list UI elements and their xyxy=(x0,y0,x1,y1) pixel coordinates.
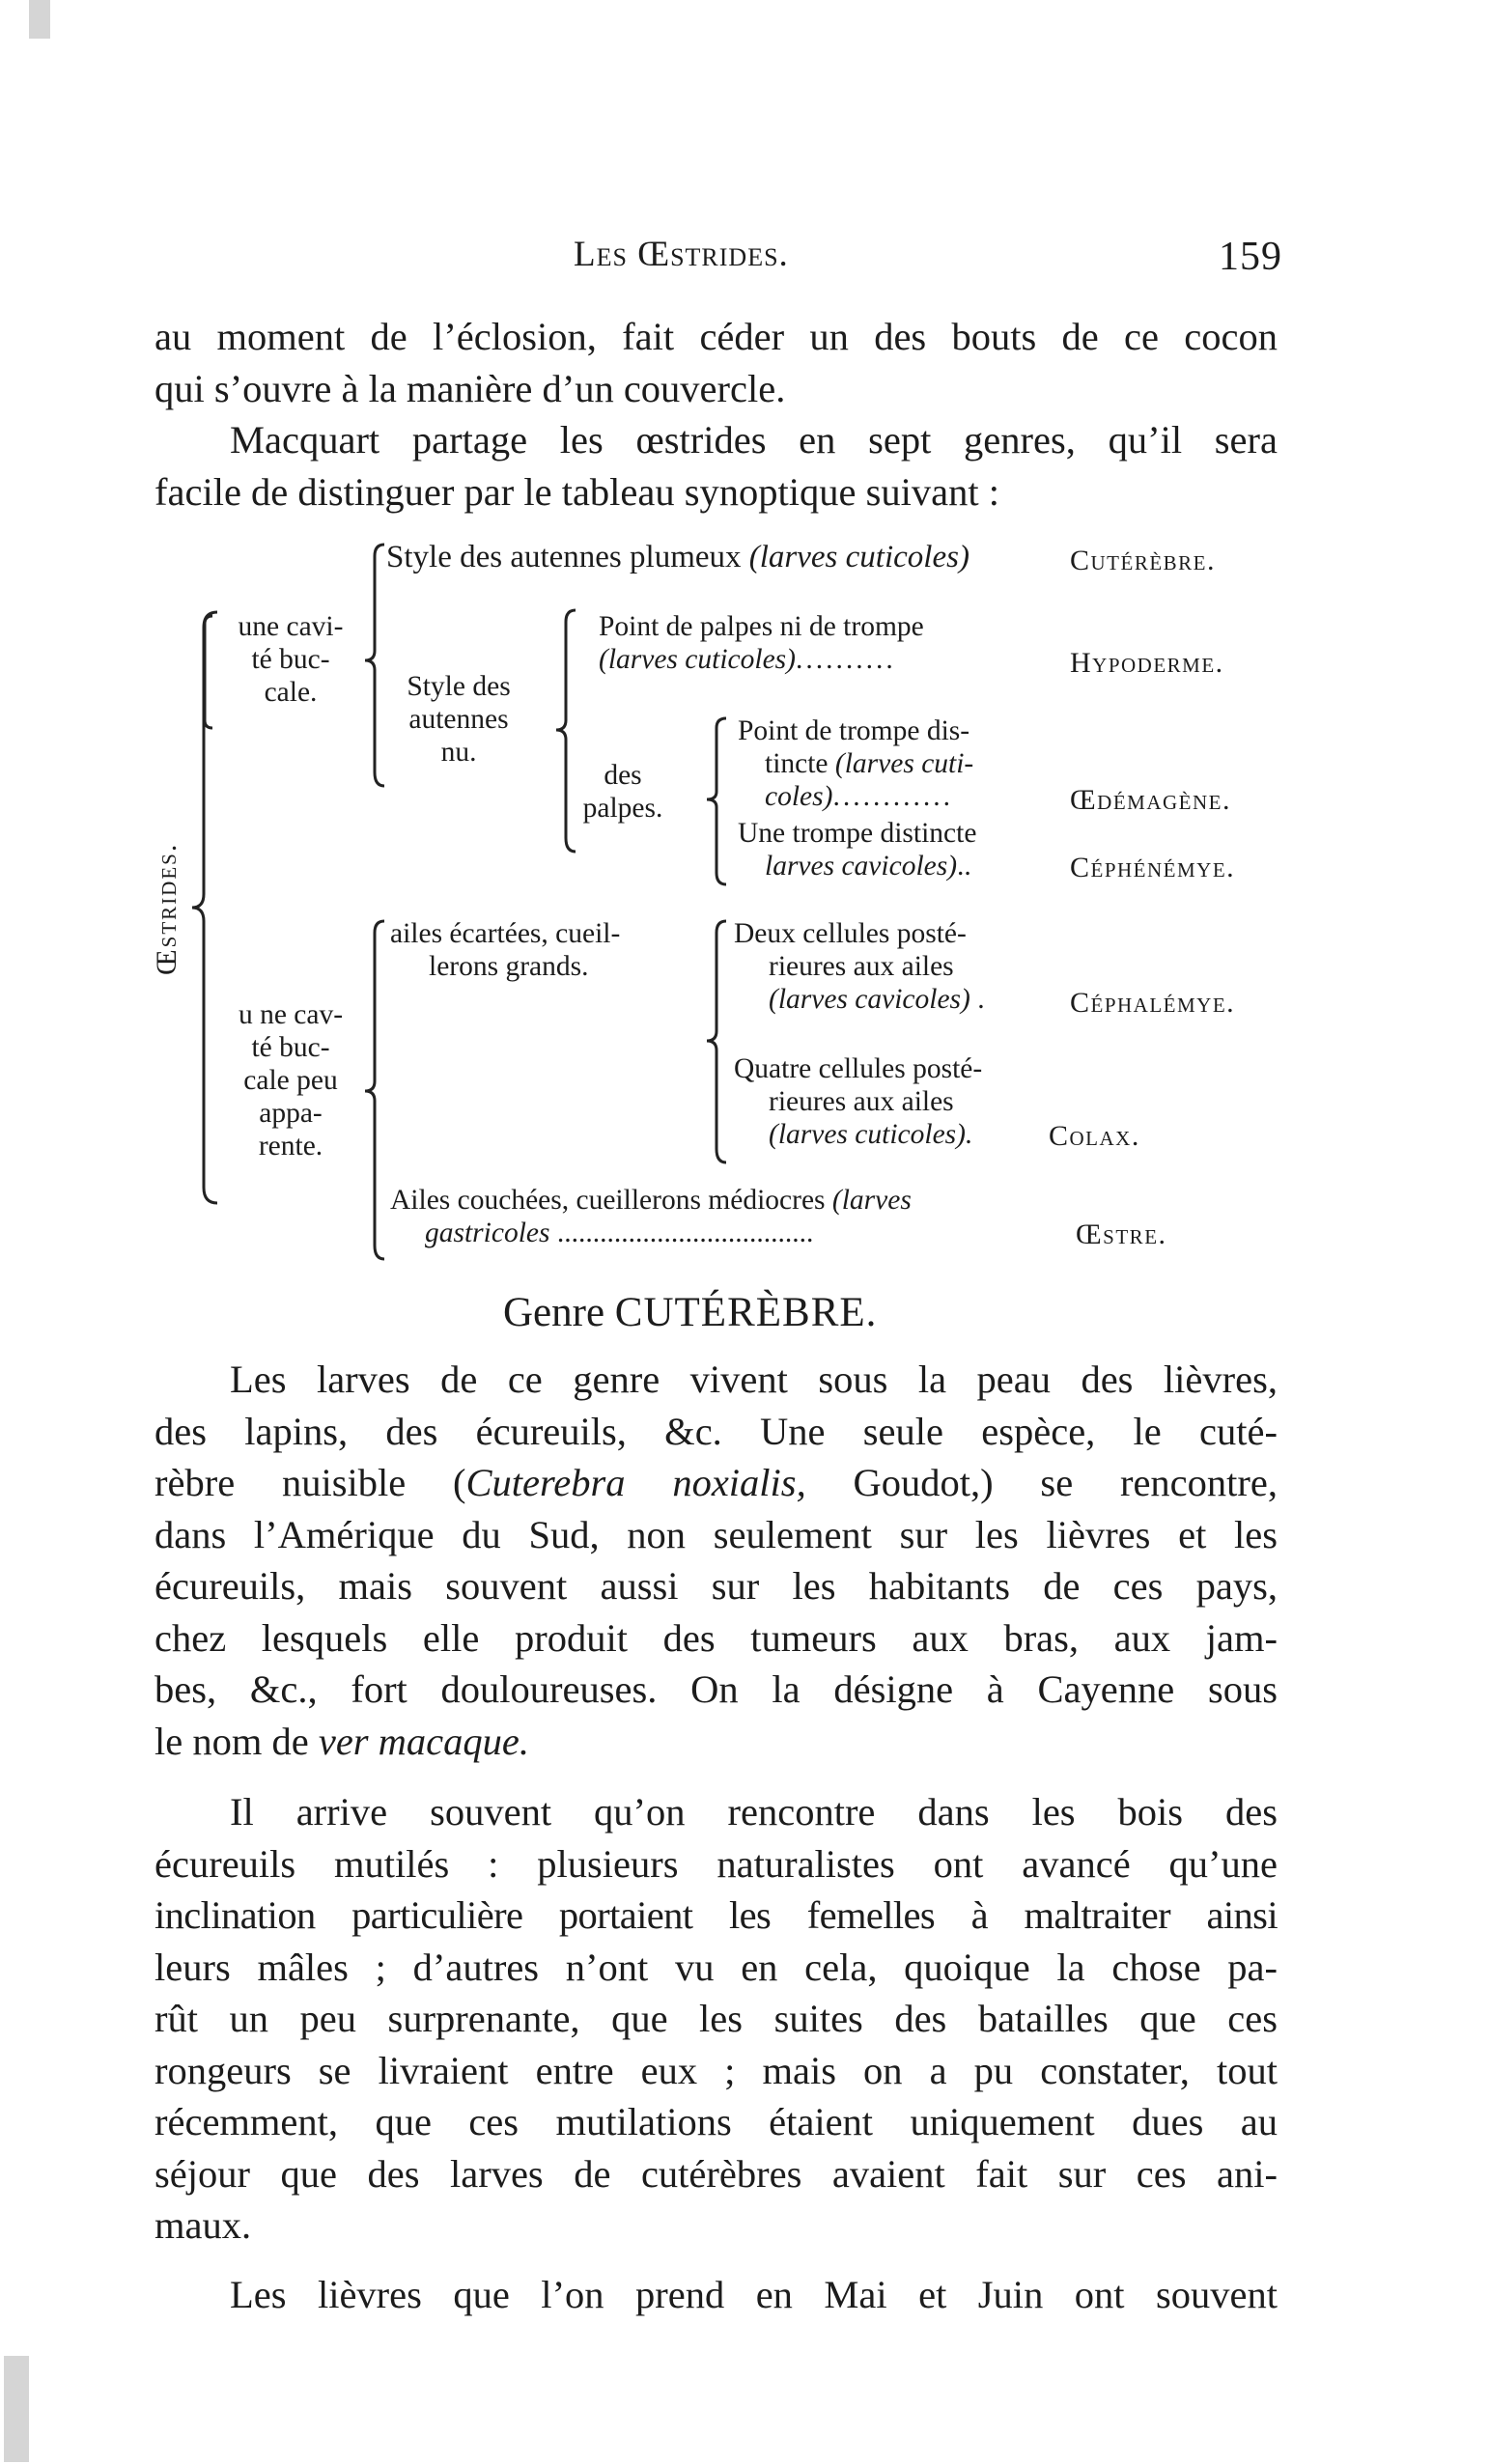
running-title: Les Œstrides. xyxy=(574,235,789,274)
ailes-couchees-row: Ailes couchées, cueillerons médiocres (larves gastricoles .................................... xyxy=(390,1185,912,1248)
text-line: leurs mâles ; d’autres n’ont vu en cela, quoique la chose pa- xyxy=(155,1945,1278,1989)
une-trompe-row: Une trompe distincte larves cavicoles).. xyxy=(738,818,977,882)
text-line: rongeurs se livraient entre eux ; mais on a pu constater, tout xyxy=(155,2048,1278,2092)
ailes-ecartees-label: ailes écartées, cueil- lerons grands. xyxy=(390,918,621,982)
genus-oedemagene: Œdémagène. xyxy=(1070,784,1231,816)
cavite-peu-label: u ne cav- té buc- cale peu appa- rente. xyxy=(238,999,344,1162)
text-line: qui s’ouvre à la manière d’un couvercle. xyxy=(155,366,786,410)
style-nu-label: Style des autennes nu. xyxy=(407,671,511,768)
style-plumeux-row: Style des autennes plumeux (larves cuticoles) xyxy=(386,540,969,574)
text-line: dans l’Amérique du Sud, non seulement sur les lièvres et les xyxy=(155,1512,1278,1556)
cavite-buccale-label: une cavi- té buc- cale. xyxy=(238,611,344,708)
text-line: rût un peu surprenante, que les suites des batailles que ces xyxy=(155,1997,1278,2040)
paragraph-lievres xyxy=(155,2269,1278,2321)
genus-cuterebre: Cutérèbre. xyxy=(1070,545,1217,576)
text-line: bes, &c., fort douloureuses. On la désigne à Cayenne sous xyxy=(155,1667,1278,1711)
genus-cephalemye: Céphalémye. xyxy=(1070,987,1236,1019)
text-line: écureuils mutilés : plusieurs naturalistes ont avancé qu’une xyxy=(155,1841,1278,1886)
text-line: Les lièvres que l’on prend en Mai et Juin ont souvent xyxy=(230,2273,1278,2316)
trompe-distincte-row: Point de trompe dis- tincte (larves cuti- coles)............ xyxy=(738,715,974,812)
page-number: 159 xyxy=(1219,235,1282,279)
brace-palpes xyxy=(703,714,730,888)
family-label: Œstrides. xyxy=(151,842,183,975)
deux-cellules-row: Deux cellules posté- rieures aux ailes (larves cavicoles) . xyxy=(734,918,985,1015)
intro-paragraph xyxy=(155,311,1278,518)
point-palpes-row: Point de palpes ni de trompe (larves cuticoles).......... xyxy=(599,611,924,675)
text-line: chez lesquels elle produit des tumeurs aux bras, aux jam- xyxy=(155,1615,1278,1660)
genus-cephenemye: Céphénémye. xyxy=(1070,852,1236,883)
text-line: rèbre nuisible (Cuterebra noxialis, Goudot,) se rencontre, xyxy=(155,1461,1278,1504)
text-line: facile de distinguer par le tableau synoptique suivant : xyxy=(155,469,999,514)
brace-style xyxy=(359,541,388,792)
des-palpes-label: des palpes. xyxy=(582,760,663,824)
genus-oestre: Œstre. xyxy=(1076,1218,1167,1250)
text-line: inclination particulière portaient les femelles à maltraiter ainsi xyxy=(155,1893,1278,1937)
paragraph-cuterebre xyxy=(155,1354,1278,1767)
brace-cellules xyxy=(701,917,730,1168)
genus-colax: Colax. xyxy=(1049,1120,1140,1152)
text-line: récemment, que ces mutilations étaient uniquement dues au xyxy=(155,2100,1278,2143)
text-line: maux. xyxy=(155,2203,252,2247)
text-line: Les larves de ce genre vivent sous la peau des lièvres, xyxy=(230,1358,1278,1401)
text-line: Il arrive souvent qu’on rencontre dans les bois des xyxy=(230,1790,1278,1834)
genus-hypoderme: Hypoderme. xyxy=(1070,647,1224,679)
text-line: des lapins, des écureuils, &c. Une seule espèce, le cuté- xyxy=(155,1409,1278,1453)
brace-ailes xyxy=(359,917,388,1265)
text-line: écureuils, mais souvent aussi sur les habitants de ces pays, xyxy=(155,1564,1278,1608)
text-line: au moment de l’éclosion, fait céder un des bouts de ce cocon xyxy=(155,315,1278,358)
brace-cavite-buccale xyxy=(197,614,216,730)
genre-heading: Genre CUTÉRÈBRE. xyxy=(503,1290,878,1335)
scan-speck-top xyxy=(29,0,50,39)
text-line: le nom de ver macaque. xyxy=(155,1719,530,1763)
quatre-cellules-row: Quatre cellules posté- rieures aux ailes (larves cuticoles). xyxy=(734,1053,983,1150)
scan-speck-bottom xyxy=(4,2356,29,2462)
text-line: Macquart partage les œstrides en sept genres, qu’il sera xyxy=(230,418,1278,462)
paragraph-ecureuils xyxy=(155,1786,1278,2252)
text-line: séjour que des larves de cutérèbres avaient fait sur ces ani- xyxy=(155,2151,1278,2196)
